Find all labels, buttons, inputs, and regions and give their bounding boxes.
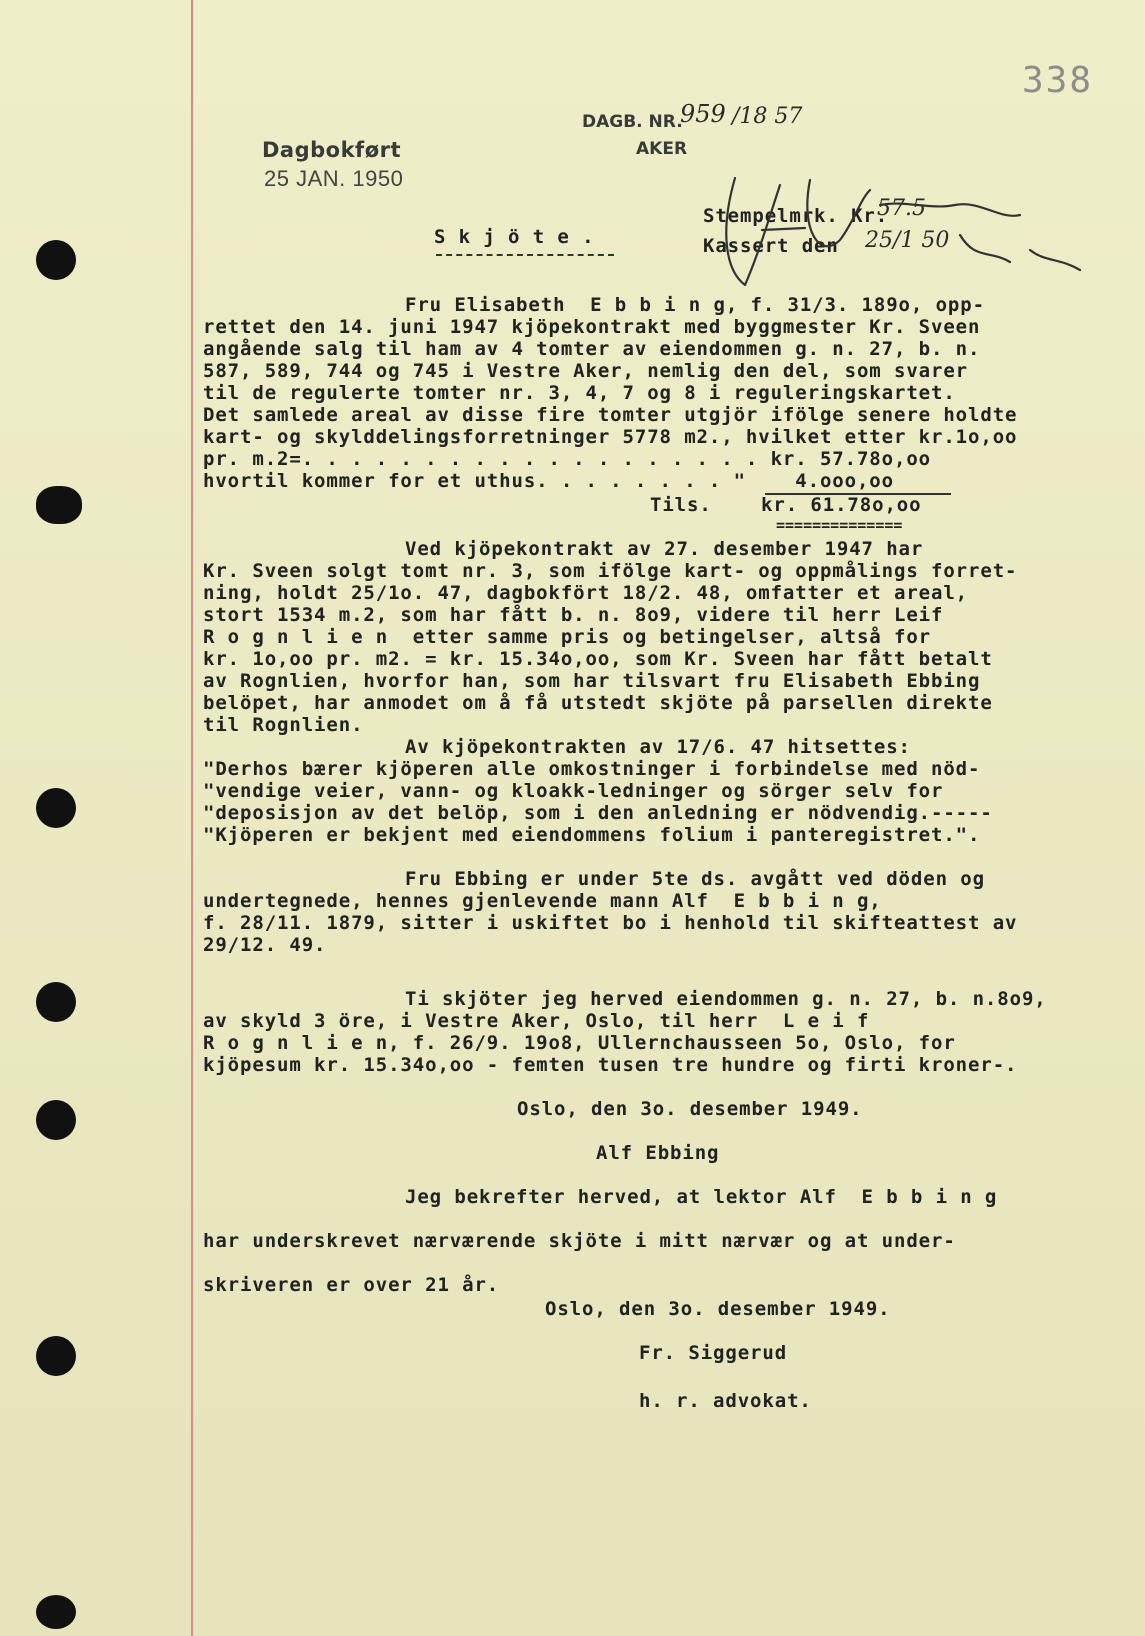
stamp-duty-label: Stempelmrk. Kr.	[703, 205, 889, 227]
quote-line: "vendige veier, vann- og kloakk-ledninger og sörger selv for	[203, 780, 944, 802]
body-line: av skyld 3 öre, i Vestre Aker, Oslo, til herr L e i f	[203, 1010, 870, 1032]
body-line: R o g n l i e n, f. 26/9. 19o8, Ullernchausseen 5o, Oslo, for	[203, 1032, 956, 1054]
body-line: 587, 589, 744 og 745 i Vestre Aker, nemlig den del, som svarer	[203, 360, 969, 382]
body-line: Det samlede areal av disse fire tomter utgjör ifölge senere holdte	[203, 404, 1018, 426]
cancelled-date-label: Kassert den	[703, 235, 839, 257]
punch-hole	[36, 982, 76, 1022]
body-line: stort 1534 m.2, som har fått b. n. 8o9, videre til herr Leif	[203, 604, 944, 626]
body-line: belöpet, har anmodet om å få utstedt skjöte på parsellen direkte	[203, 692, 993, 714]
journal-number-label: DAGB. NR.	[582, 112, 683, 132]
body-line: 29/12. 49.	[203, 934, 327, 956]
punch-hole	[36, 788, 76, 828]
journal-number-handwritten: 959	[680, 100, 726, 128]
attestation-place-date: Oslo, den 3o. desember 1949.	[545, 1298, 891, 1320]
quote-line: "deposisjon av det belöp, som i den anledning er nödvendig.-----	[203, 802, 993, 824]
stamp-title: Dagbokført	[262, 138, 402, 162]
punch-hole	[36, 486, 82, 524]
body-line: Fru Ebbing er under 5te ds. avgått ved döden og	[405, 868, 985, 890]
stamp-place: AKER	[636, 139, 688, 159]
body-line: hvortil kommer for et uthus. . . . . . . . " 4.ooo,oo	[203, 470, 894, 492]
attestation-line: har underskrevet nærværende skjöte i mitt nærvær og at under-	[203, 1230, 956, 1252]
body-line: av Rognlien, hvorfor han, som har tilsvart fru Elisabeth Ebbing	[203, 670, 981, 692]
cancelled-date: 25/1 50	[865, 228, 950, 253]
witness-name: Fr. Siggerud	[639, 1342, 788, 1364]
body-line: rettet den 14. juni 1947 kjöpekontrakt med byggmester Kr. Sveen	[203, 316, 981, 338]
double-rule: ==============	[776, 516, 903, 534]
document-heading: S k j ö t e .	[434, 226, 595, 248]
body-line: kart- og skylddelingsforretninger 5778 m2., hvilket etter kr.1o,oo	[203, 426, 1018, 448]
signatory-name: Alf Ebbing	[596, 1142, 720, 1164]
total-line: Tils. kr. 61.78o,oo	[650, 494, 922, 516]
punch-hole	[36, 1336, 76, 1376]
stamp-duty-amount: 57.5	[877, 196, 926, 221]
body-line: til de regulerte tomter nr. 3, 4, 7 og 8 i reguleringskartet.	[203, 382, 956, 404]
page-number: 338	[1022, 60, 1094, 101]
stamp-date: 25 JAN. 1950	[264, 166, 404, 191]
body-line: Ti skjöter jeg herved eiendommen g. n. 27, b. n.8o9,	[405, 988, 1047, 1010]
body-line: Av kjöpekontrakten av 17/6. 47 hitsettes:	[405, 736, 911, 758]
attestation-line: skriveren er over 21 år.	[203, 1274, 500, 1296]
body-line: f. 28/11. 1879, sitter i uskiftet bo i henhold til skifteattest av	[203, 912, 1018, 934]
quote-line: "Derhos bærer kjöperen alle omkostninger i forbindelse med nöd-	[203, 758, 981, 780]
body-line: kjöpesum kr. 15.34o,oo - femten tusen tre hundre og firti kroner-.	[203, 1054, 1018, 1076]
body-line: undertegnede, hennes gjenlevende mann Alf E b b i n g,	[203, 890, 882, 912]
body-line: Kr. Sveen solgt tomt nr. 3, som ifölge kart- og oppmålings forret-	[203, 560, 1018, 582]
signature-scrawl	[0, 0, 1145, 320]
body-line: angående salg til ham av 4 tomter av eiendommen g. n. 27, b. n.	[203, 338, 981, 360]
journal-number-suffix: /18 57	[732, 104, 803, 129]
place-date: Oslo, den 3o. desember 1949.	[517, 1098, 863, 1120]
body-line: kr. 1o,oo pr. m2. = kr. 15.34o,oo, som Kr. Sveen har fått betalt	[203, 648, 993, 670]
attestation-line: Jeg bekrefter herved, at lektor Alf E b b i n g	[405, 1186, 998, 1208]
body-line: ning, holdt 25/1o. 47, dagbokfört 18/2. 48, omfatter et areal,	[203, 582, 969, 604]
punch-hole	[36, 1595, 76, 1629]
punch-hole	[36, 1100, 76, 1140]
body-line: Ved kjöpekontrakt av 27. desember 1947 har	[405, 538, 924, 560]
body-line: R o g n l i e n etter samme pris og betingelser, altså for	[203, 626, 931, 648]
quote-line: "Kjöperen er bekjent med eiendommens folium i panteregistret.".	[203, 824, 981, 846]
body-line: Fru Elisabeth E b b i n g, f. 31/3. 189o, opp-	[405, 294, 985, 316]
witness-title: h. r. advokat.	[639, 1390, 812, 1412]
body-line: til Rognlien.	[203, 714, 364, 736]
body-line: pr. m.2=. . . . . . . . . . . . . . . . . . . kr. 57.78o,oo	[203, 448, 931, 470]
